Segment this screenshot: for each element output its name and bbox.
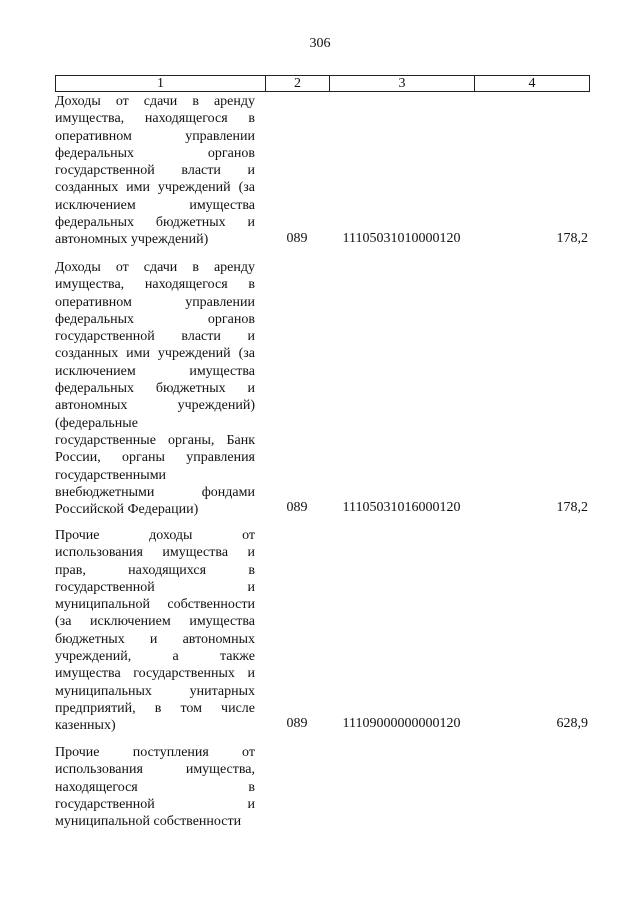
description-line: Доходы от сдачи в аренду [55,260,255,275]
description-line: федеральных органов [55,145,255,161]
description-line: внебюджетными фондами [55,484,255,500]
description-line: созданных ими учреждений (за [55,346,255,362]
kbk-code: 11109000000000120 [342,716,461,731]
description-line: федеральных органов [55,311,255,327]
row-description [55,93,255,249]
description-line: созданных ими учреждений (за [55,180,255,196]
description-line: учреждений, а также [55,649,255,665]
description-line: муниципальных унитарных [55,683,255,699]
description-line: оперативном управлении [55,294,255,310]
description-line: Прочие поступления от [55,745,255,760]
description-line: государственной и [55,796,255,812]
description-line: (за исключением имущества [55,614,255,630]
description-line: федеральных бюджетных и [55,215,255,231]
description-line: находящегося в [55,779,255,795]
description-line: исключением имущества [55,363,255,379]
description-line: федеральных бюджетных и [55,381,255,397]
description-line: России, органы управления [55,450,255,466]
description-line: автономных учреждений) [55,232,209,248]
kbk-code: 11105031010000120 [342,231,461,246]
admin-code: 089 [286,500,308,515]
row-description [55,259,255,518]
description-line: казенных) [55,718,116,734]
description-line: имущества, находящегося в [55,277,255,293]
description-line: государственной власти и [55,163,255,179]
description-line: оперативном управлении [55,128,255,144]
admin-code: 089 [286,231,308,246]
page-number: 306 [309,36,331,51]
table-header [55,75,590,92]
header-col-1: 1 [56,76,266,91]
header-col-3: 3 [330,76,475,91]
row-description [55,527,255,735]
description-line: имущества государственных и [55,666,255,682]
header-col-2: 2 [266,76,330,91]
description-line: муниципальной собственности [55,814,242,830]
amount: 628,9 [556,716,588,731]
amount: 178,2 [556,500,588,515]
description-line: имущества, находящегося в [55,111,255,127]
admin-code: 089 [286,716,308,731]
description-line: Прочие доходы от [55,528,255,543]
description-line: бюджетных и автономных [55,631,255,647]
description-line: использования имущества, [55,762,255,778]
description-line: государственной и [55,579,255,595]
description-line: Российской Федерации) [55,502,199,518]
description-line: государственной власти и [55,329,255,345]
description-line: муниципальной собственности [55,597,255,613]
description-line: государственными [55,467,167,483]
row-description [55,744,255,830]
description-line: (федеральные [55,415,138,431]
header-col-4: 4 [528,76,536,91]
description-line: государственные органы, Банк [55,432,255,448]
description-line: использования имущества и [55,545,255,561]
kbk-code: 11105031016000120 [342,500,461,515]
description-line: исключением имущества [55,197,255,213]
description-line: автономных учреждений) [55,398,255,414]
amount: 178,2 [556,231,588,246]
description-line: предприятий, в том числе [55,700,255,716]
description-line: прав, находящихся в [55,562,255,578]
description-line: Доходы от сдачи в аренду [55,94,255,109]
